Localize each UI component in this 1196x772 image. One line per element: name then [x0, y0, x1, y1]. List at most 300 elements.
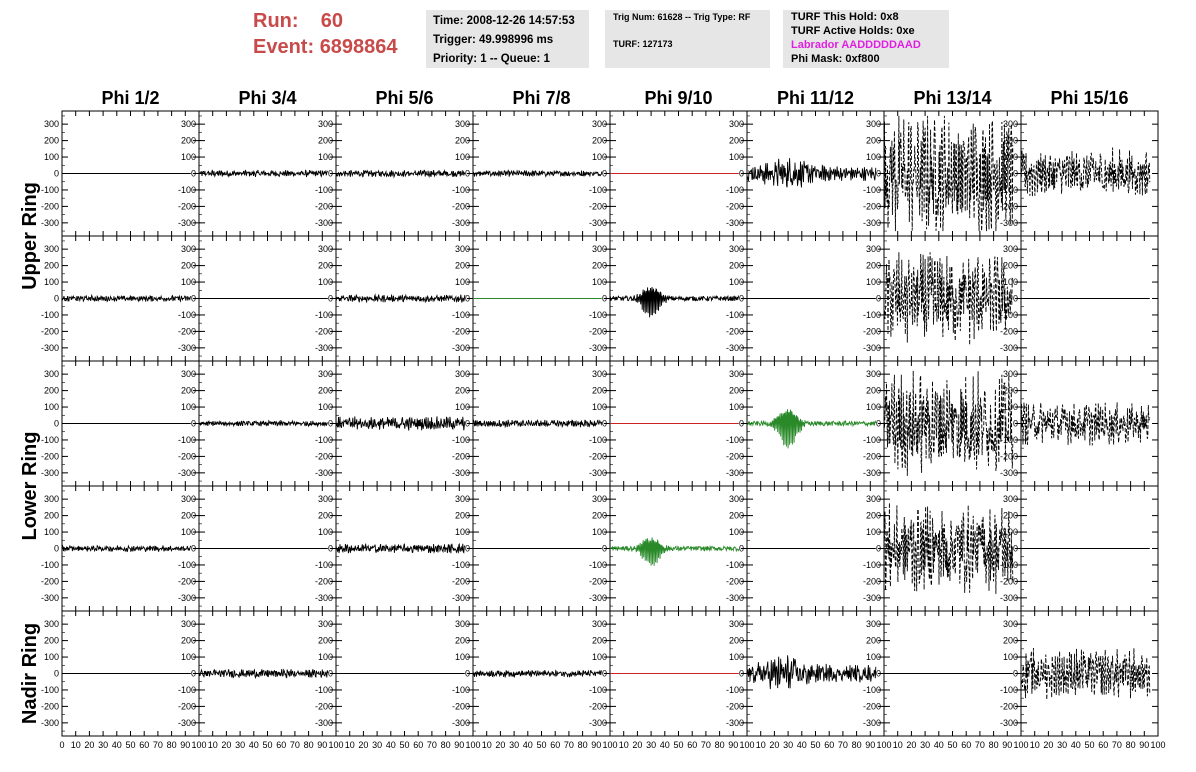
waveform-trace	[62, 545, 191, 551]
y-tick-label: -200	[725, 201, 744, 212]
y-tick-label: -200	[588, 326, 607, 337]
y-tick-label: 200	[43, 135, 59, 146]
waveform-trace	[884, 252, 1013, 345]
y-tick-label: -200	[451, 701, 470, 712]
y-tick-label: 300	[43, 619, 59, 630]
waveform-trace	[747, 655, 876, 689]
y-tick-label: 300	[728, 369, 744, 380]
x-tick-label: 30	[509, 740, 520, 750]
y-tick-label: -100	[314, 559, 333, 570]
y-tick-label: 300	[317, 619, 333, 630]
x-tick-label: 70	[152, 740, 163, 750]
y-tick-label: 0	[738, 168, 744, 179]
y-tick-label: -100	[588, 434, 607, 445]
y-tick-label: 0	[53, 418, 59, 429]
y-tick-label: -200	[725, 576, 744, 587]
x-tick-label: 70	[974, 740, 985, 750]
x-tick-label: 80	[440, 740, 451, 750]
x-tick-label: 100	[328, 740, 344, 750]
y-tick-label: 100	[865, 402, 881, 413]
x-tick-label: 90	[1139, 740, 1150, 750]
y-tick-label: -200	[314, 451, 333, 462]
y-tick-label: -300	[999, 467, 1018, 478]
y-tick-label: 0	[738, 293, 744, 304]
y-tick-label: 300	[317, 369, 333, 380]
x-tick-label: 20	[221, 740, 232, 750]
y-tick-label: -300	[862, 592, 881, 603]
y-tick-label: -100	[451, 684, 470, 695]
y-tick-label: -200	[177, 451, 196, 462]
y-tick-label: -200	[999, 326, 1018, 337]
y-tick-label: -300	[862, 217, 881, 228]
y-tick-label: -100	[40, 684, 59, 695]
y-tick-label: 0	[1012, 168, 1018, 179]
x-tick-label: 10	[481, 740, 492, 750]
x-tick-label: 10	[755, 740, 766, 750]
y-tick-label: 100	[180, 402, 196, 413]
y-tick-label: -200	[314, 326, 333, 337]
y-tick-label: -200	[862, 576, 881, 587]
y-tick-label: 300	[43, 369, 59, 380]
y-tick-label: 200	[728, 635, 744, 646]
y-tick-label: -200	[862, 701, 881, 712]
x-tick-label: 90	[180, 740, 191, 750]
y-tick-label: 100	[180, 152, 196, 163]
event-label: Event:	[253, 36, 315, 58]
y-tick-label: 0	[601, 418, 607, 429]
y-tick-label: -100	[725, 684, 744, 695]
y-tick-label: 0	[601, 543, 607, 554]
y-tick-label: 300	[728, 119, 744, 130]
y-tick-label: 300	[180, 494, 196, 505]
y-tick-label: -200	[40, 576, 59, 587]
y-tick-label: -200	[862, 201, 881, 212]
x-tick-label: 100	[602, 740, 618, 750]
y-tick-label: -200	[588, 451, 607, 462]
y-tick-label: -300	[862, 467, 881, 478]
y-tick-label: 200	[1002, 635, 1018, 646]
y-tick-label: -200	[40, 451, 59, 462]
y-tick-label: -300	[725, 592, 744, 603]
y-tick-label: 300	[1002, 369, 1018, 380]
waveform-trace	[473, 670, 602, 677]
y-tick-label: 300	[591, 244, 607, 255]
y-tick-label: 0	[1012, 418, 1018, 429]
y-tick-label: -200	[40, 201, 59, 212]
y-tick-label: -100	[177, 309, 196, 320]
y-tick-label: -300	[588, 717, 607, 728]
y-tick-label: 0	[875, 293, 881, 304]
y-tick-label: 100	[865, 152, 881, 163]
y-tick-label: 0	[464, 418, 470, 429]
y-tick-label: -300	[40, 717, 59, 728]
y-tick-label: 0	[601, 668, 607, 679]
y-tick-label: 200	[865, 135, 881, 146]
y-tick-label: 0	[1012, 543, 1018, 554]
y-tick-label: 100	[591, 277, 607, 288]
y-tick-label: 200	[1002, 135, 1018, 146]
y-tick-label: -100	[999, 309, 1018, 320]
y-tick-label: -200	[862, 451, 881, 462]
y-tick-label: -100	[588, 184, 607, 195]
y-tick-label: 0	[327, 668, 333, 679]
x-tick-label: 20	[84, 740, 95, 750]
x-tick-label: 40	[248, 740, 259, 750]
x-tick-label: 40	[385, 740, 396, 750]
y-tick-label: -300	[999, 717, 1018, 728]
y-tick-label: -200	[725, 701, 744, 712]
x-tick-label: 20	[632, 740, 643, 750]
y-tick-label: -100	[725, 309, 744, 320]
column-header: Phi 1/2	[101, 88, 160, 108]
y-tick-label: -300	[40, 592, 59, 603]
y-tick-label: 100	[43, 527, 59, 538]
y-tick-label: 100	[728, 152, 744, 163]
y-tick-label: -200	[40, 701, 59, 712]
y-tick-label: -100	[725, 184, 744, 195]
y-tick-label: 100	[180, 527, 196, 538]
y-tick-label: -100	[177, 434, 196, 445]
phi-mask-text: Phi Mask: 0xf800	[791, 53, 880, 65]
waveform-trace	[1021, 148, 1150, 197]
x-tick-label: 90	[454, 740, 465, 750]
waveform-trace	[747, 158, 876, 187]
x-tick-label: 80	[988, 740, 999, 750]
y-tick-label: 0	[53, 168, 59, 179]
y-tick-label: 100	[1002, 402, 1018, 413]
y-tick-label: 100	[43, 277, 59, 288]
y-tick-label: 200	[591, 260, 607, 271]
y-tick-label: 100	[454, 402, 470, 413]
y-tick-label: -100	[451, 559, 470, 570]
x-tick-label: 30	[372, 740, 383, 750]
y-tick-label: -200	[451, 201, 470, 212]
waveform-trace	[747, 409, 876, 448]
y-tick-label: 200	[317, 635, 333, 646]
y-tick-label: 200	[317, 510, 333, 521]
y-tick-label: -200	[314, 701, 333, 712]
y-tick-label: 300	[1002, 494, 1018, 505]
y-tick-label: -300	[40, 467, 59, 478]
y-tick-label: -200	[177, 201, 196, 212]
y-tick-label: 100	[180, 277, 196, 288]
y-tick-label: 200	[454, 635, 470, 646]
x-tick-label: 50	[947, 740, 958, 750]
y-tick-label: -300	[999, 342, 1018, 353]
y-tick-label: -300	[451, 467, 470, 478]
y-tick-label: 200	[180, 510, 196, 521]
y-tick-label: 200	[728, 385, 744, 396]
y-tick-label: -200	[451, 576, 470, 587]
x-tick-label: 40	[1070, 740, 1081, 750]
y-tick-label: 300	[865, 619, 881, 630]
waveform-trace	[1021, 648, 1150, 700]
x-tick-label: 10	[207, 740, 218, 750]
y-tick-label: 200	[865, 260, 881, 271]
x-tick-label: 40	[522, 740, 533, 750]
y-tick-label: 100	[43, 652, 59, 663]
column-header: Phi 7/8	[512, 88, 571, 108]
y-tick-label: -300	[177, 217, 196, 228]
y-tick-label: -100	[999, 559, 1018, 570]
waveform-trace	[884, 116, 1013, 231]
y-tick-label: -200	[999, 201, 1018, 212]
y-tick-label: 100	[43, 402, 59, 413]
y-tick-label: 300	[865, 119, 881, 130]
column-header: Phi 15/16	[1050, 88, 1129, 108]
y-tick-label: 0	[53, 668, 59, 679]
y-tick-label: 300	[180, 619, 196, 630]
y-tick-label: -200	[314, 576, 333, 587]
x-tick-label: 10	[344, 740, 355, 750]
y-tick-label: 200	[591, 385, 607, 396]
waveform-trace	[884, 371, 1013, 476]
x-tick-label: 60	[276, 740, 287, 750]
x-tick-label: 80	[166, 740, 177, 750]
y-tick-label: 300	[454, 119, 470, 130]
y-tick-label: -300	[314, 592, 333, 603]
y-tick-label: -300	[588, 592, 607, 603]
y-tick-label: 100	[591, 402, 607, 413]
y-tick-label: 200	[865, 510, 881, 521]
x-tick-label: 20	[495, 740, 506, 750]
y-tick-label: -200	[862, 326, 881, 337]
waveform-trace	[336, 544, 465, 554]
x-tick-label: 80	[1125, 740, 1136, 750]
y-tick-label: 0	[1012, 668, 1018, 679]
y-tick-label: 0	[327, 543, 333, 554]
y-tick-label: 100	[865, 652, 881, 663]
y-tick-label: 0	[464, 668, 470, 679]
x-tick-label: 20	[769, 740, 780, 750]
y-tick-label: 100	[865, 527, 881, 538]
y-tick-label: 0	[190, 293, 196, 304]
y-tick-label: 100	[728, 402, 744, 413]
y-tick-label: -100	[999, 184, 1018, 195]
waveform-trace	[1021, 402, 1150, 445]
y-tick-label: -200	[177, 576, 196, 587]
turf-hold-text: TURF This Hold: 0x8	[791, 11, 899, 23]
y-tick-label: -200	[177, 326, 196, 337]
x-tick-label: 70	[563, 740, 574, 750]
x-tick-label: 90	[317, 740, 328, 750]
y-tick-label: 100	[454, 652, 470, 663]
turf-active-text: TURF Active Holds: 0xe	[791, 25, 915, 37]
x-tick-label: 20	[1043, 740, 1054, 750]
x-tick-label: 40	[933, 740, 944, 750]
y-tick-label: 100	[454, 527, 470, 538]
y-tick-label: -100	[40, 309, 59, 320]
y-tick-label: -300	[314, 717, 333, 728]
y-tick-label: -100	[451, 434, 470, 445]
y-tick-label: 200	[317, 135, 333, 146]
y-tick-label: 200	[865, 635, 881, 646]
y-tick-label: 300	[43, 494, 59, 505]
y-tick-label: 100	[591, 152, 607, 163]
y-tick-label: -300	[314, 217, 333, 228]
y-tick-label: 0	[190, 543, 196, 554]
y-tick-label: -200	[999, 576, 1018, 587]
y-tick-label: 0	[601, 293, 607, 304]
x-tick-label: 60	[139, 740, 150, 750]
y-tick-label: 100	[180, 652, 196, 663]
y-tick-label: -300	[40, 217, 59, 228]
y-tick-label: -100	[725, 559, 744, 570]
x-tick-label: 30	[98, 740, 109, 750]
x-tick-label: 30	[235, 740, 246, 750]
y-tick-label: -300	[177, 592, 196, 603]
y-tick-label: 300	[865, 244, 881, 255]
x-tick-label: 10	[618, 740, 629, 750]
x-tick-label: 0	[59, 740, 65, 750]
y-tick-label: 200	[43, 385, 59, 396]
y-tick-label: -200	[999, 701, 1018, 712]
y-tick-label: -100	[314, 184, 333, 195]
y-tick-label: 200	[43, 510, 59, 521]
x-tick-label: 100	[876, 740, 892, 750]
y-tick-label: -300	[177, 717, 196, 728]
x-tick-label: 80	[714, 740, 725, 750]
y-tick-label: -100	[999, 684, 1018, 695]
waveform-trace	[62, 295, 191, 301]
y-tick-label: 200	[591, 635, 607, 646]
y-tick-label: 100	[317, 652, 333, 663]
y-tick-label: 100	[591, 527, 607, 538]
y-tick-label: -100	[451, 309, 470, 320]
y-tick-label: 300	[43, 244, 59, 255]
y-tick-label: 100	[454, 152, 470, 163]
y-tick-label: 0	[738, 668, 744, 679]
x-tick-label: 100	[739, 740, 755, 750]
y-tick-label: -200	[725, 326, 744, 337]
y-tick-label: -300	[725, 467, 744, 478]
y-tick-label: 300	[591, 369, 607, 380]
x-tick-label: 100	[191, 740, 207, 750]
y-tick-label: 0	[327, 168, 333, 179]
waveform-trace	[336, 170, 465, 177]
y-tick-label: -300	[177, 467, 196, 478]
y-tick-label: 100	[865, 277, 881, 288]
x-tick-label: 10	[70, 740, 81, 750]
y-tick-label: 0	[190, 168, 196, 179]
labrador-text: Labrador AADDDDDAAD	[791, 39, 921, 51]
x-tick-label: 60	[824, 740, 835, 750]
waveform-trace	[884, 503, 1013, 594]
y-tick-label: 0	[738, 543, 744, 554]
y-tick-label: 0	[53, 543, 59, 554]
waveform-trace	[336, 416, 465, 430]
run-label: Run:	[253, 10, 299, 32]
y-tick-label: -200	[725, 451, 744, 462]
event-value: 6898864	[319, 36, 398, 58]
y-tick-label: -100	[451, 184, 470, 195]
y-tick-label: 300	[180, 119, 196, 130]
trigger-text: Trigger: 49.998996 ms	[433, 34, 554, 46]
x-tick-label: 20	[906, 740, 917, 750]
y-tick-label: 200	[728, 510, 744, 521]
y-tick-label: -300	[725, 717, 744, 728]
ring-label: Lower Ring	[19, 431, 41, 541]
x-tick-label: 30	[1057, 740, 1068, 750]
y-tick-label: -300	[314, 342, 333, 353]
y-tick-label: 300	[1002, 619, 1018, 630]
y-tick-label: 200	[591, 510, 607, 521]
y-tick-label: -200	[451, 326, 470, 337]
y-tick-label: -200	[588, 201, 607, 212]
y-tick-label: -200	[314, 201, 333, 212]
column-header: Phi 5/6	[375, 88, 434, 108]
y-tick-label: -300	[451, 592, 470, 603]
y-tick-label: 0	[738, 418, 744, 429]
y-tick-label: -300	[862, 342, 881, 353]
x-tick-label: 50	[399, 740, 410, 750]
x-tick-label: 60	[687, 740, 698, 750]
y-tick-label: 200	[43, 635, 59, 646]
x-tick-label: 60	[961, 740, 972, 750]
turf-text: TURF: 127173	[613, 39, 673, 49]
y-tick-label: 300	[180, 244, 196, 255]
y-tick-label: 100	[1002, 152, 1018, 163]
y-tick-label: 300	[728, 619, 744, 630]
y-tick-label: 300	[454, 244, 470, 255]
y-tick-label: 100	[317, 152, 333, 163]
y-tick-label: -100	[862, 559, 881, 570]
y-tick-label: -100	[862, 309, 881, 320]
y-tick-label: 300	[865, 494, 881, 505]
y-tick-label: 0	[875, 668, 881, 679]
waveform-trace	[610, 538, 739, 566]
y-tick-label: 300	[454, 619, 470, 630]
y-tick-label: -200	[588, 701, 607, 712]
x-tick-label: 50	[125, 740, 136, 750]
x-tick-label: 70	[837, 740, 848, 750]
y-tick-label: 300	[591, 494, 607, 505]
x-tick-label: 50	[810, 740, 821, 750]
y-tick-label: 200	[454, 260, 470, 271]
y-tick-label: 300	[1002, 119, 1018, 130]
x-tick-label: 80	[851, 740, 862, 750]
y-tick-label: 200	[454, 510, 470, 521]
y-tick-label: -100	[862, 434, 881, 445]
column-header: Phi 13/14	[913, 88, 992, 108]
waveform-trace	[199, 421, 328, 426]
x-tick-label: 90	[728, 740, 739, 750]
y-tick-label: 200	[728, 135, 744, 146]
y-tick-label: 300	[728, 494, 744, 505]
x-tick-label: 30	[646, 740, 657, 750]
y-tick-label: 300	[591, 119, 607, 130]
y-tick-label: 300	[317, 244, 333, 255]
y-tick-label: 300	[865, 369, 881, 380]
y-tick-label: 200	[180, 385, 196, 396]
waveform-trace	[610, 287, 739, 317]
ring-label: Upper Ring	[19, 182, 41, 290]
y-tick-label: 200	[180, 260, 196, 271]
y-tick-label: 0	[875, 543, 881, 554]
column-header: Phi 3/4	[238, 88, 297, 108]
y-tick-label: 0	[875, 168, 881, 179]
y-tick-label: -100	[40, 184, 59, 195]
y-tick-label: -300	[999, 592, 1018, 603]
y-tick-label: -100	[177, 184, 196, 195]
y-tick-label: -100	[862, 184, 881, 195]
y-tick-label: 100	[1002, 652, 1018, 663]
y-tick-label: -200	[451, 451, 470, 462]
y-tick-label: 0	[1012, 293, 1018, 304]
x-tick-label: 50	[536, 740, 547, 750]
x-tick-label: 70	[426, 740, 437, 750]
x-tick-label: 60	[413, 740, 424, 750]
